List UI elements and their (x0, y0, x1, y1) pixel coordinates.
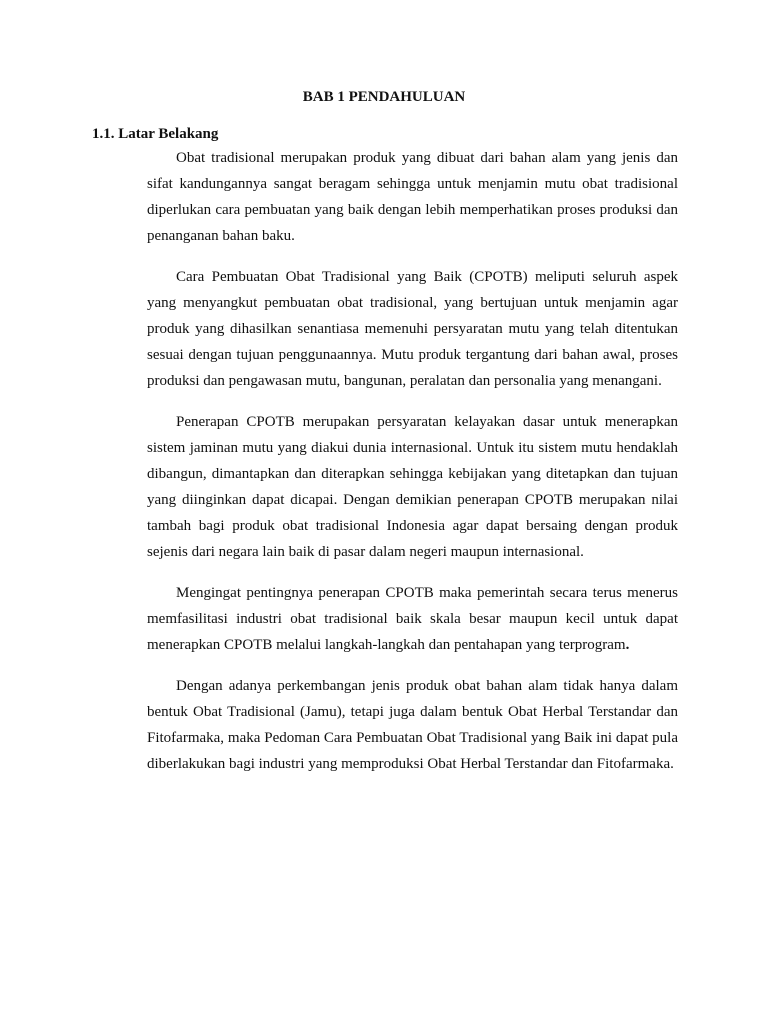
chapter-title: BAB 1 PENDAHULUAN (302, 89, 466, 105)
paragraph-5: Dengan adanya perkembangan jenis produk obat bahan alam tidak hanya dalam bentuk Obat Tradisional (Jamu), tetapi juga dalam bentuk Obat Herbal Terstandar dan Fitofarmaka, maka Pedoman Cara Pembuatan Obat Tradisional yang Baik ini dapat pula diberlakukan bagi industri yang memproduksi Obat Herbal Terstandar dan Fitofarmaka. (147, 678, 678, 772)
paragraph-2: Cara Pembuatan Obat Tradisional yang Baik (CPOTB) meliputi seluruh aspek yang menyangkut pembuatan obat tradisional, yang bertujuan untuk menjamin agar produk yang dihasilkan senantiasa memenuhi persyaratan mutu yang telah ditentukan sesuai dengan tujuan penggunaannya. Mutu produk tergantung dari bahan awal, proses produksi dan pengawasan mutu, bangunan, peralatan dan personalia yang menangani. (147, 269, 678, 389)
section-heading: 1.1. Latar Belakang (92, 126, 219, 142)
paragraph-3: Penerapan CPOTB merupakan persyaratan kelayakan dasar untuk menerapkan sistem jaminan mutu yang diakui dunia internasional. Untuk itu sistem mutu hendaklah dibangun, dimantapkan dan diterapkan sehingga kebijakan yang ditetapkan dan tujuan yang diinginkan dapat dicapai. Dengan demikian penerapan CPOTB merupakan nilai tambah bagi produk obat tradisional Indonesia agar dapat bersaing dengan produk sejenis dari negara lain baik di pasar dalam negeri maupun internasional. (147, 414, 678, 560)
paragraph-4-end-mark: . (625, 637, 630, 653)
paragraph-4-text: Mengingat pentingnya penerapan CPOTB maka pemerintah secara terus menerus memfasilitasi industri obat tradisional baik skala besar maupun kecil untuk dapat menerapkan CPOTB melalui langkah-langkah dan pentahapan yang terprogram (147, 585, 678, 653)
paragraph-1: Obat tradisional merupakan produk yang dibuat dari bahan alam yang jenis dan sifat kandungannya sangat beragam sehingga untuk menjamin mutu obat tradisional diperlukan cara pembuatan yang baik dengan lebih memperhatikan proses produksi dan penanganan bahan baku. (147, 150, 678, 244)
paragraph-4 (147, 580, 678, 658)
body-text (147, 145, 678, 792)
